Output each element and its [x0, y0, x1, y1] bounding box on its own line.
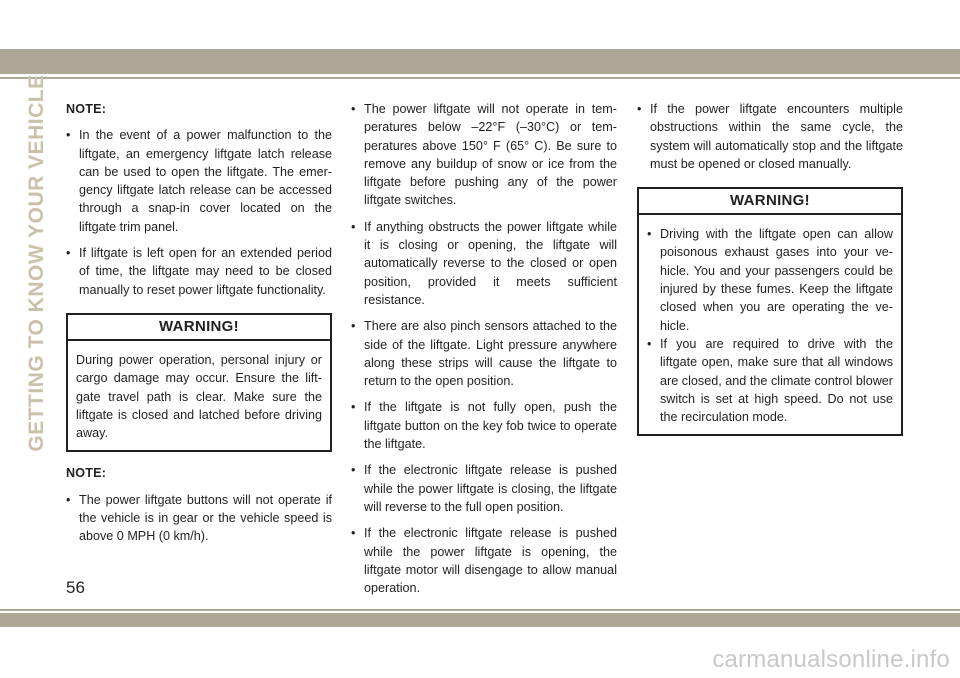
header-accent-bar [0, 49, 960, 74]
list-item: • If liftgate is left open for an extended period of time, the liftgate may need to be closed manually to reset power liftgate functionality. [66, 244, 332, 299]
list-item: • If anything obstructs the power liftgate while it is closing or opening, the liftgate will automatically reverse to the closed or open position, provided it meets sufficient resistance. [351, 218, 617, 309]
list-item: • There are also pinch sensors attached to the side of the liftgate. Light pressure anywhere along these strips will cause the liftgate to return to the open position. [351, 317, 617, 390]
list-item: • If the electronic liftgate release is pushed while the power liftgate is opening, the liftgate motor will disengage to allow manual operation. [351, 524, 617, 597]
footer-band [0, 609, 960, 627]
warning-title: WARNING! [639, 189, 901, 215]
section-title-vertical [25, 74, 48, 452]
footer-accent-bar [0, 613, 960, 627]
list-item: • If the electronic liftgate release is pushed while the power liftgate is closing, the liftgate will reverse to the full open position. [351, 461, 617, 516]
note-label: NOTE: [66, 102, 107, 116]
warning-box [66, 313, 332, 452]
header-rule [0, 77, 960, 79]
warning-title: WARNING! [68, 315, 330, 341]
note-label: NOTE: [66, 466, 107, 481]
list-item: • If you are required to drive with the liftgate open, make sure that all windows are closed, and the climate control blower switch is set at high speed. Do not use the recirculation mode. [647, 335, 893, 426]
column-2 [351, 100, 617, 605]
list-item: • The power liftgate buttons will not operate if the vehicle is in gear or the vehicle speed is above 0 MPH (0 km/h). [66, 491, 332, 546]
warning-text: During power operation, personal injury or cargo damage may occur. Ensure the liftgate travel path is clear. Make sure the liftgate is closed and latched before driving away. [76, 352, 322, 441]
warning-box [637, 187, 903, 436]
list-item: • If the power liftgate encounters multiple obstructions within the same cycle, the system will automatically stop and the liftgate must be opened or closed manually. [637, 100, 903, 173]
header-band [0, 0, 960, 79]
list-item: • If the liftgate is not fully open, push the liftgate button on the key fob twice to operate the liftgate. [351, 398, 617, 453]
page-number: 56 [66, 578, 85, 597]
column-3 [637, 100, 903, 448]
warning-list [639, 215, 901, 434]
list-item: • The power liftgate will not operate in temperatures below –22°F (–30°C) or temperatures above 150° F (65° C). Be sure to remove any buildup of snow or ice from the liftgate before pushing any of the power liftgate switches. [351, 100, 617, 210]
column-1 [66, 100, 332, 554]
list-item: • In the event of a power malfunction to the liftgate, an emergency liftgate latch release can be used to open the liftgate. The emergency liftgate latch release can be accessed through a snap-in cover located on the liftgate trim panel. [66, 126, 332, 236]
watermark-text: carmanualsonline.info [712, 646, 950, 673]
footer-rule [0, 609, 960, 611]
list-item: • Driving with the liftgate open can allow poisonous exhaust gases into your vehicle. You and your passengers could be injured by these fumes. Keep the liftgate closed when you are operating the vehicle. [647, 225, 893, 335]
section-title-text: GETTING TO KNOW YOUR VEHICLE [25, 74, 48, 452]
